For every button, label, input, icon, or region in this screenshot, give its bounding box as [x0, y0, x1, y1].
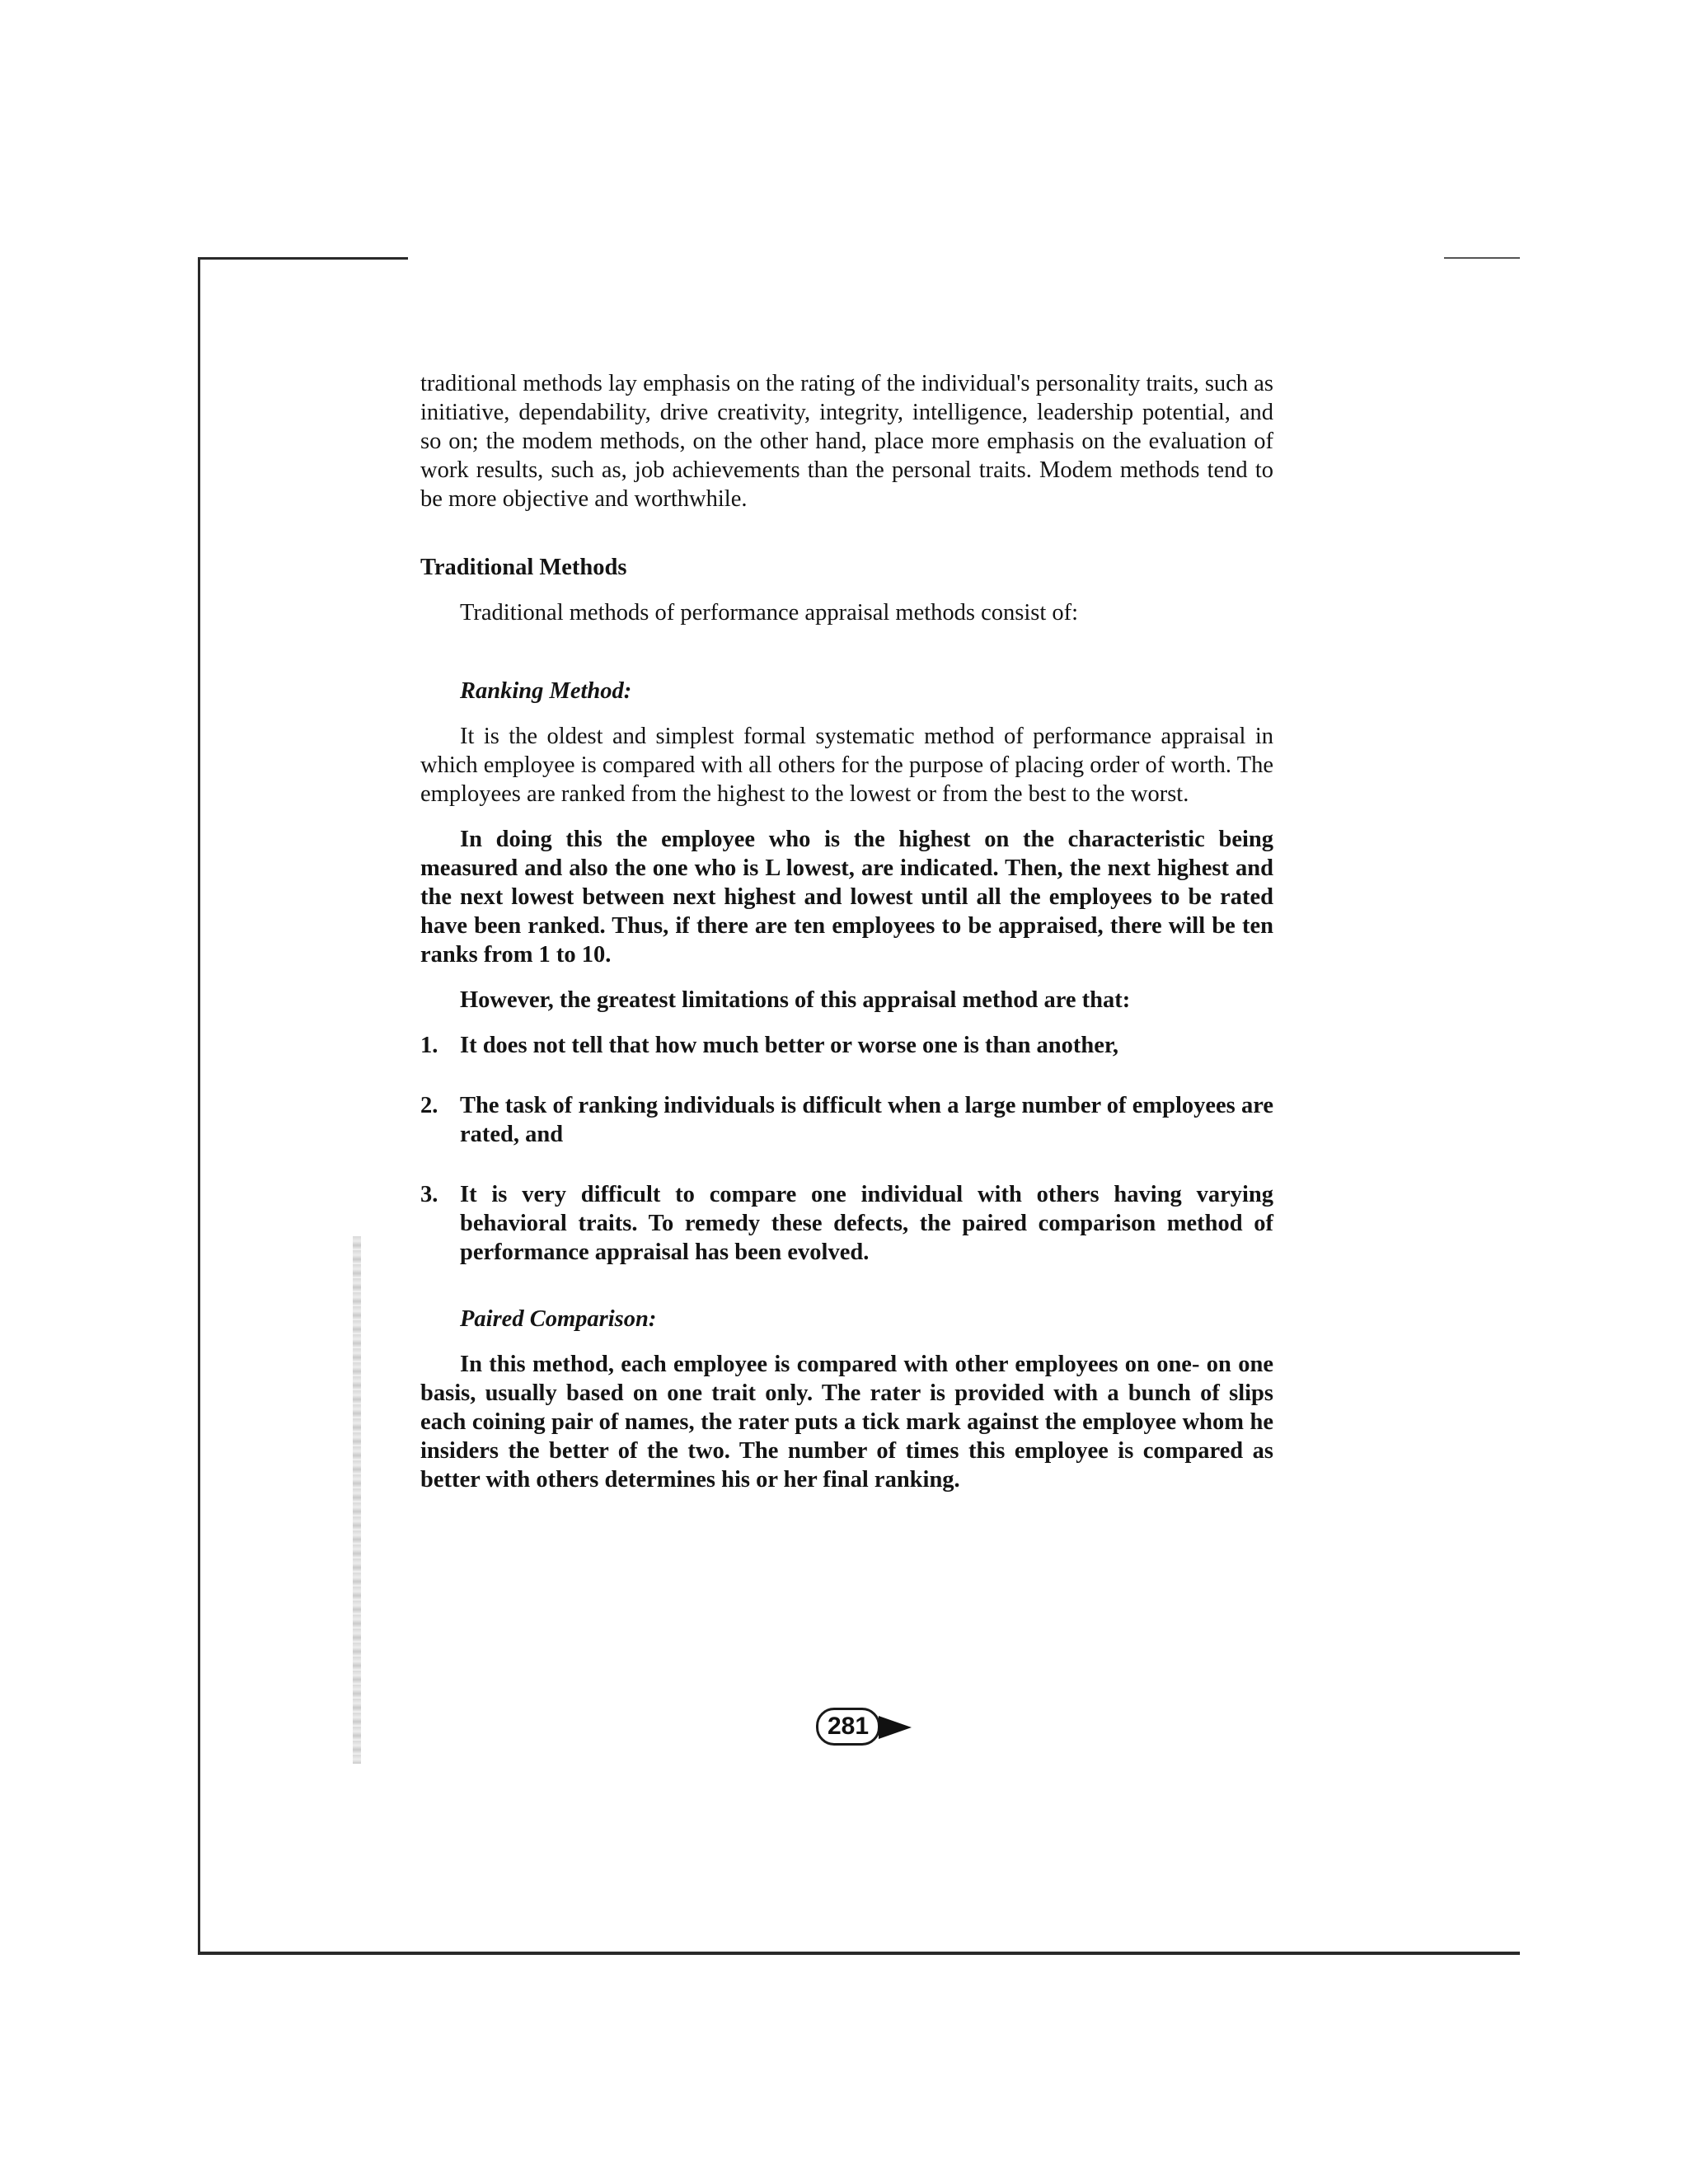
section-heading: Traditional Methods [420, 555, 627, 580]
list-item [420, 1180, 1273, 1267]
page-arrow-icon [879, 1716, 912, 1739]
intro-paragraph: traditional methods lay emphasis on the rating of the individual's personality traits, such as initiative, dependability, drive creativity, integrity, intelligence, leadership potential, and so on; the modem methods, on the other hand, place more emphasis on the evaluation of work results, such as, job achievements than the personal traits. Modem methods tend to be more objective and worthwhile. [420, 371, 1273, 512]
page-number [816, 1706, 931, 1747]
ranking-method-heading: Ranking Method: [460, 678, 632, 704]
ranking-paragraph-2: In doing this the employee who is the highest on the characteristic being measured and also the one who is L lowest, are indicated. Then, the next highest and the next lowest between next highest and lowest until all the employees to be rated have been ranked. Thus, if there are ten employees to be appraised, there will be ten ranks from 1 to 10. [420, 827, 1273, 968]
page-border-bottom [198, 1952, 1520, 1955]
section-intro: Traditional methods of performance appraisal methods consist of: [460, 600, 1079, 626]
list-item-text: It does not tell that how much better or worse one is than another, [460, 1033, 1119, 1058]
paired-comparison-paragraph: In this method, each employee is compared with other employees on one- on one basis, usually based on one trait only. The rater is provided with a bunch of slips each coining pair of names, the rater puts a tick mark against the employee whom he insiders the better of the two. The number of times this employee is compared as better with others determines his or her final ranking. [420, 1352, 1273, 1493]
list-item-number: 1. [420, 1033, 438, 1058]
list-item [420, 1091, 1273, 1149]
list-item-text: It is very difficult to compare one individual with others having varying behavioral traits. To remedy these defects, the paired comparison method of performance appraisal has been evolved. [460, 1182, 1273, 1265]
limitations-list [420, 1031, 1273, 1267]
list-item-number: 2. [420, 1093, 438, 1118]
list-item [420, 1031, 1273, 1060]
ranking-paragraph-1: It is the oldest and simplest formal systematic method of performance appraisal in which employee is compared with all others for the purpose of placing order of worth. The employees are ranked from the highest to the lowest or from the best to the worst. [420, 724, 1273, 807]
page-content [420, 369, 1273, 1511]
page-number-badge: 281 [816, 1708, 880, 1746]
limitations-intro: However, the greatest limitations of this appraisal method are that: [460, 987, 1131, 1013]
page-border-left [198, 257, 200, 1955]
scan-smudge [353, 1236, 361, 1764]
page-border-top-right [1444, 257, 1520, 259]
list-item-number: 3. [420, 1182, 438, 1207]
list-item-text: The task of ranking individuals is difficult when a large number of employees are rated, and [460, 1093, 1273, 1147]
paired-comparison-heading: Paired Comparison: [460, 1306, 657, 1332]
page-border-top-left [198, 257, 408, 260]
